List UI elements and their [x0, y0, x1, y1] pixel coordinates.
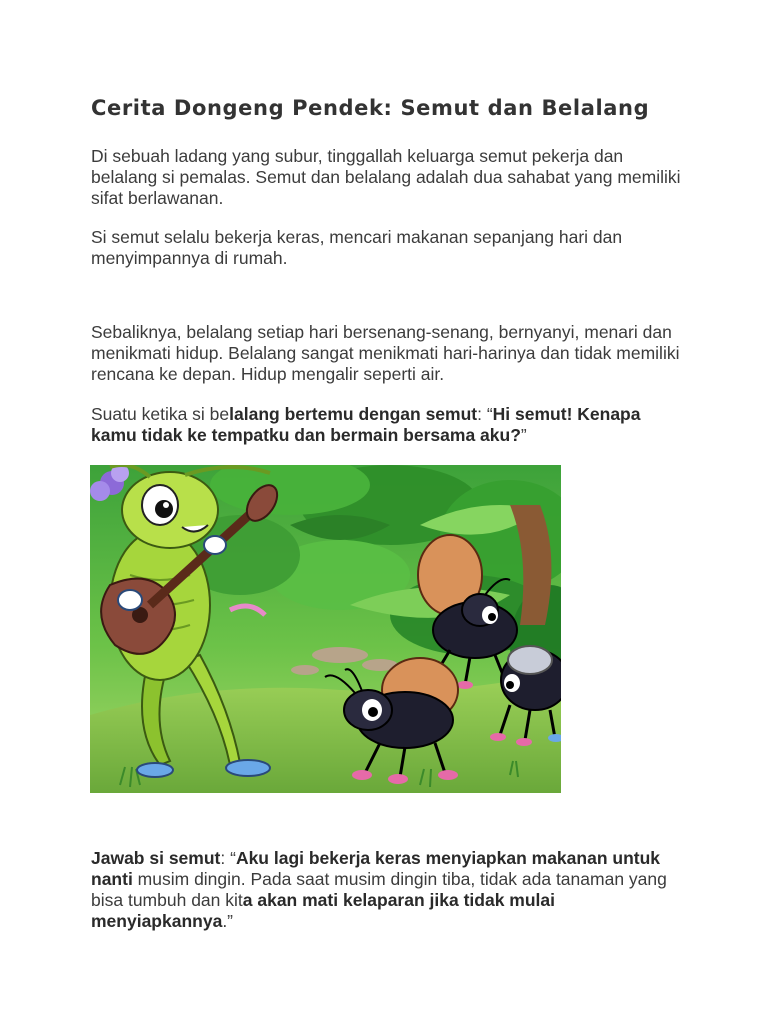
- paragraph-grasshopper-life: Sebaliknya, belalang setiap hari bersenang-senang, bernyanyi, menari dan menikmati hidup. Belalang sangat menikmati hari-harinya dan tidak memiliki rencana ke depan. Hidup mengalir seperti air.: [91, 322, 680, 384]
- story-illustration: [90, 465, 561, 793]
- paragraph-grasshopper-invite: [91, 404, 691, 446]
- text-run: : “: [220, 848, 236, 868]
- text-run: ”: [520, 425, 527, 445]
- quote-bold: Hi semut! Kenapa kamu tidak ke tempatku dan bermain bersama aku?: [91, 404, 641, 445]
- text-run-bold: a akan mati kelaparan jika tidak mulai menyiapkannya: [91, 890, 555, 931]
- text-run: : “: [477, 404, 493, 424]
- text-run-bold: lalang bertemu dengan semut: [229, 404, 478, 424]
- text-run: musim dingin. Pada saat musim dingin tiba, tidak ada tanaman yang bisa tumbuh dan kit: [91, 869, 667, 910]
- paragraph-ant-work: Si semut selalu bekerja keras, mencari makanan sepanjang hari dan menyimpannya di rumah.: [91, 227, 623, 268]
- document-title: Cerita Dongeng Pendek: Semut dan Belalang: [91, 96, 650, 120]
- text-run: .”: [222, 911, 234, 931]
- paragraph-intro: Di sebuah ladang yang subur, tinggallah keluarga semut pekerja dan belalang si pemalas. Semut dan belalang adalah dua sahabat yang memiliki sifat berlawanan.: [91, 146, 681, 208]
- text-run: Suatu ketika si be: [91, 404, 230, 424]
- quote-bold: Aku lagi bekerja keras menyiapkan makanan untuk nanti: [91, 848, 661, 889]
- text-run-bold: Jawab si semut: [91, 848, 221, 868]
- paragraph-ant-reply: [91, 848, 691, 932]
